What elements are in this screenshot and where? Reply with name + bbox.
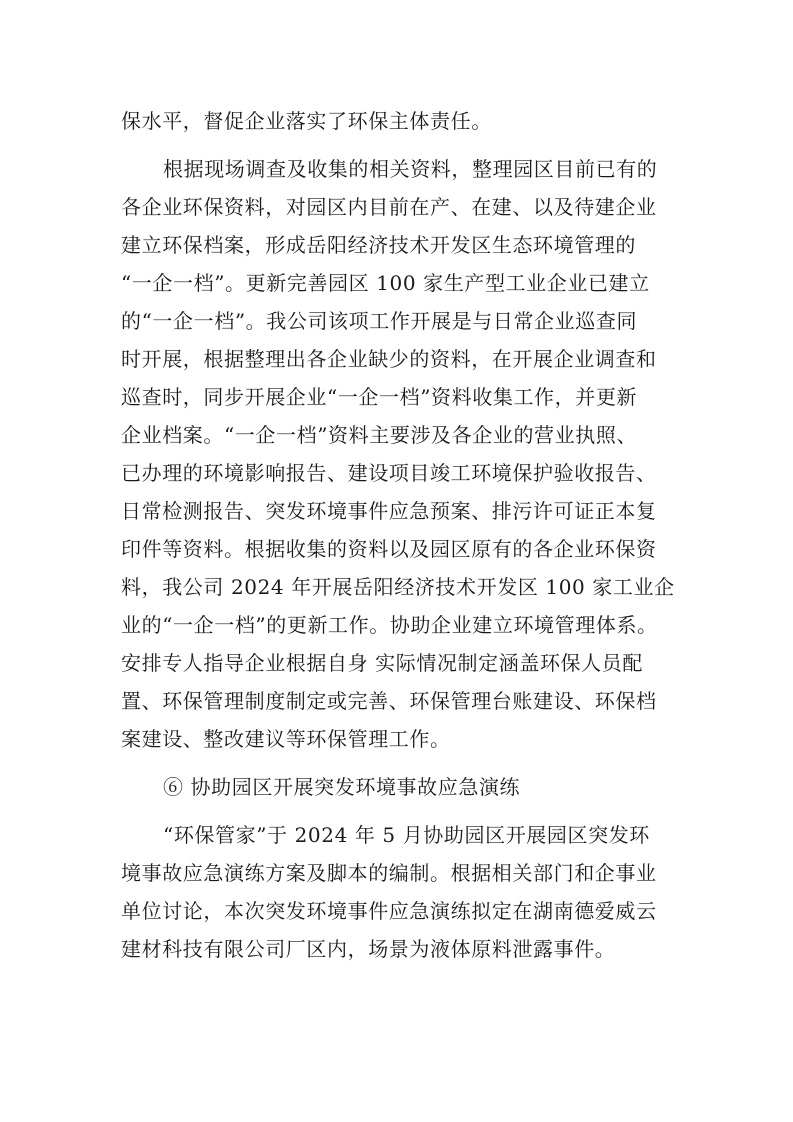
paragraph-line: 根据现场调查及收集的相关资料，整理园区目前已有的	[163, 157, 658, 181]
paragraph-line: 日常检测报告、突发环境事件应急预案、排污许可证正本复	[121, 499, 657, 523]
section-heading: ⑥ 协助园区开展突发环境事故应急演练	[163, 775, 521, 799]
paragraph-line: 印件等资料。根据收集的资料以及园区原有的各企业环保资	[121, 537, 657, 561]
paragraph-line: 建立环保档案，形成岳阳经济技术开发区生态环境管理的	[121, 233, 636, 257]
paragraph-line: “环保管家”于 2024 年 5 月协助园区开展园区突发环	[163, 823, 650, 847]
paragraph-line: 案建设、整改建议等环保管理工作。	[121, 727, 451, 751]
paragraph-line: 业的“一企一档”的更新工作。协助企业建立环境管理体系。	[121, 613, 658, 637]
paragraph-line: 安排专人指导企业根据自身 实际情况制定涵盖环保人员配	[121, 651, 643, 675]
paragraph-line: 企业档案。“一企一档”资料主要涉及各企业的营业执照、	[121, 423, 638, 447]
paragraph-line: 的“一企一档”。我公司该项工作开展是与日常企业巡查同	[121, 309, 638, 333]
paragraph-line: 置、环保管理制度制定或完善、环保管理台账建设、环保档	[121, 689, 657, 713]
paragraph-line: 建材科技有限公司厂区内，场景为液体原料泄露事件。	[121, 937, 616, 961]
paragraph-line: 时开展，根据整理出各企业缺少的资料，在开展企业调查和	[121, 347, 657, 371]
paragraph-line: 各企业环保资料，对园区内目前在产、在建、以及待建企业	[121, 195, 657, 219]
paragraph-line: 境事故应急演练方案及脚本的编制。根据相关部门和企事业	[121, 861, 657, 885]
paragraph-line: 料，我公司 2024 年开展岳阳经济技术开发区 100 家工业企	[121, 575, 675, 599]
paragraph-line: 已办理的环境影响报告、建设项目竣工环境保护验收报告、	[121, 461, 657, 485]
paragraph-line: 巡查时，同步开展企业“一企一档”资料收集工作，并更新	[121, 385, 638, 409]
paragraph-line: 单位讨论，本次突发环境事件应急演练拟定在湖南德爱威云	[121, 899, 657, 923]
paragraph-line: “一企一档”。更新完善园区 100 家生产型工业企业已建立	[121, 271, 650, 295]
paragraph-line: 保水平，督促企业落实了环保主体责任。	[121, 109, 492, 133]
